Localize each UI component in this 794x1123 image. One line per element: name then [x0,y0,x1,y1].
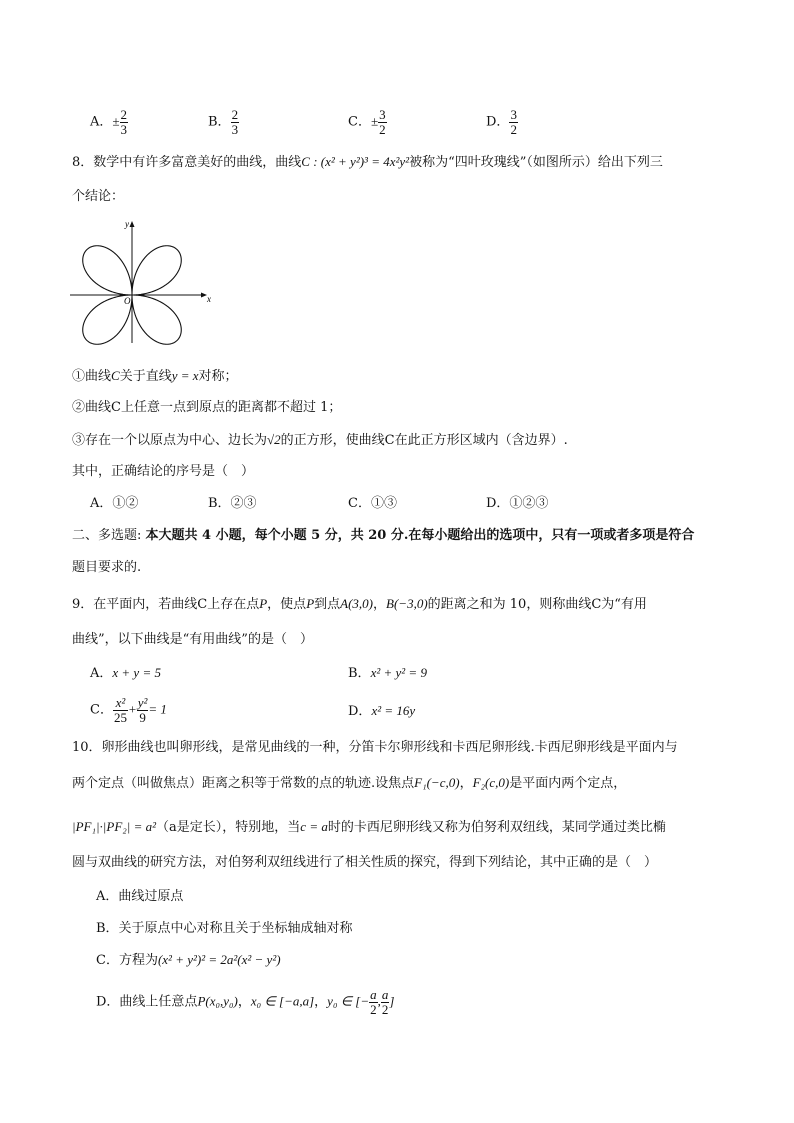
fraction-denominator: 2 [379,121,386,137]
option-fraction [113,696,128,724]
text: ， [237,994,251,1010]
q10-line2 [72,776,626,790]
fraction-numerator: y² [137,695,148,710]
text: 是平面内两个定点， [509,776,627,791]
y-axis-label: y [125,219,129,229]
q7-option-a [90,108,128,136]
section2-line2: 题目要求的. [72,560,142,575]
curve-equation: C : (x² + y²)³ = 4x²y² [301,154,410,169]
q8-statement-1 [72,369,238,383]
q10-option-b: B．关于原点中心对称且关于坐标轴成轴对称 [96,921,353,936]
q9-option-c [90,696,167,724]
q8-option-d: D．①②③ [486,496,549,511]
text: 对称； [198,369,238,384]
q9-option-b [348,666,427,680]
option-letter: C． [90,702,113,718]
text: 关于直线 [119,369,172,384]
q10-option-d [96,988,394,1016]
sqrt-two: √2 [267,432,281,447]
text: ] [389,993,395,1009]
text: ③存在一个以原点为中心、边长为 [72,433,268,448]
option-letter: B． [348,666,371,681]
option-fraction [137,696,149,724]
fraction-denominator: 2 [510,121,517,137]
fraction-denominator: 25 [113,709,127,725]
text: （a是定长），特别地，当 [156,820,301,835]
q8-option-b: B．②③ [208,496,257,511]
q8-statement-3 [72,433,568,447]
text: , [377,993,381,1009]
option-sign: ± [112,113,120,129]
option-equation: x² = 16y [371,703,416,718]
text: C．方程为 [96,953,158,968]
option-sign: ± [370,113,379,129]
fraction-denominator: 3 [120,121,128,137]
option-letter: A． [90,114,113,130]
four-leaf-rose-figure [68,215,216,347]
fraction-denominator: 9 [139,709,146,725]
q9-line2: 曲线”，以下曲线是“有用曲线”的是（ ） [72,632,313,647]
option-fraction [509,108,518,136]
focus-f1: F₁(−c,0) [414,775,460,790]
option-equation: x² + y² = 9 [370,665,427,680]
text: 到点 [314,597,341,612]
q9-option-a [90,666,161,680]
fraction-numerator: x² [113,696,128,711]
q10-line1: 10．卵形曲线也叫卵形线，是常见曲线的一种，分笛卡尔卵形线和卡西尼卵形线.卡西尼卵形线是平面内与 [72,740,678,755]
section-title: 二、多选题: [72,528,146,543]
q8-ask: 其中，正确结论的序号是（ ） [72,464,255,479]
y-axis-arrow-icon [130,221,135,227]
text: 时的卡西尼卵形线又称为伯努利双纽线，某同学通过类比椭 [327,820,666,835]
q8-statement-2: ②曲线C上任意一点到原点的距离都不超过 1； [72,400,342,415]
option-letter: B． [208,114,231,130]
fraction-numerator: a [381,987,389,1002]
option-letter: C． [348,114,371,130]
point-a: A(3,0) [340,596,374,611]
fraction-denominator: 2 [370,1001,377,1017]
x-axis-label: x [207,294,211,304]
text: ， [373,597,387,612]
line-equation: y = x [171,368,199,383]
text: 的距离之和为 10，则称曲线C为“有用 [427,597,647,612]
q8-line1 [72,155,663,169]
origin-label: O [124,296,131,306]
fraction-numerator: 3 [379,107,386,122]
q8-line2: 个结论： [72,189,125,204]
fraction-denominator: 2 [381,1001,389,1017]
condition-equation: c = a [300,819,328,834]
option-letter: D． [348,704,372,719]
text: ①曲线 [72,369,112,384]
text: ， [459,776,473,791]
math-var: P [306,596,315,611]
option-equation: = 1 [148,701,167,717]
q7-option-b [208,108,239,136]
option-letter: D． [486,114,510,130]
text: 两个定点（叫做焦点）距离之积等于常数的点的轨迹.设焦点 [72,776,415,791]
text: ， [314,994,328,1010]
section2-line1 [72,529,694,542]
fraction-denominator: 3 [231,121,239,137]
q10-line4: 圆与双曲线的研究方法，对伯努利双纽线进行了相关性质的探究，得到下列结论，其中正确的是（ ） [72,855,658,870]
fraction-numerator: 3 [510,107,517,122]
q10-option-a: A．曲线过原点 [96,889,184,904]
q7-option-d [486,108,518,136]
x-range: x₀ ∈ [−a,a] [250,993,315,1009]
q9-option-d [348,704,415,718]
focus-f2: F₂(c,0) [472,775,510,790]
fraction [369,988,378,1016]
text: ，使点 [267,597,307,612]
text: 的正方形，使曲线C在此正方形区域内（含边界）. [280,433,568,448]
fraction-numerator: 2 [231,107,239,122]
text: 被称为“四叶玫瑰线”（如图所示）给出下列三 [409,155,663,170]
q8-option-a: A．①② [90,496,139,511]
point-b: B(−3,0) [386,596,428,611]
text: 8．数学中有许多富意美好的曲线，曲线 [72,155,302,170]
math-var: P [259,596,268,611]
plus-sign: + [127,701,137,717]
option-equation: (x² + y²)² = 2a²(x² − y²) [157,952,281,967]
q8-option-c: C．①③ [348,496,397,511]
option-fraction [231,108,240,136]
product-equation: |PF₁|·|PF₂| = a² [72,819,157,834]
option-equation: x + y = 5 [112,665,161,680]
q10-line3 [72,820,666,834]
fraction-numerator: 2 [120,107,128,122]
option-fraction [378,108,387,136]
y-range: y₀ ∈ [− [327,993,370,1009]
point-p: P(x₀,y₀) [197,993,238,1009]
option-fraction [120,108,129,136]
fraction-numerator: a [370,987,377,1002]
text: 9．在平面内，若曲线C上存在点 [72,597,260,612]
section-instructions: 本大题共 4 小题，每个小题 5 分，共 20 分.在每小题给出的选项中，只有一项或者多项是符合 [145,528,695,543]
q7-option-c [348,108,387,136]
q9-line1 [72,597,647,611]
text: D．曲线上任意点 [96,994,198,1010]
q10-option-c [96,953,281,967]
math-var: C [111,368,120,383]
option-letter: A． [90,666,113,681]
